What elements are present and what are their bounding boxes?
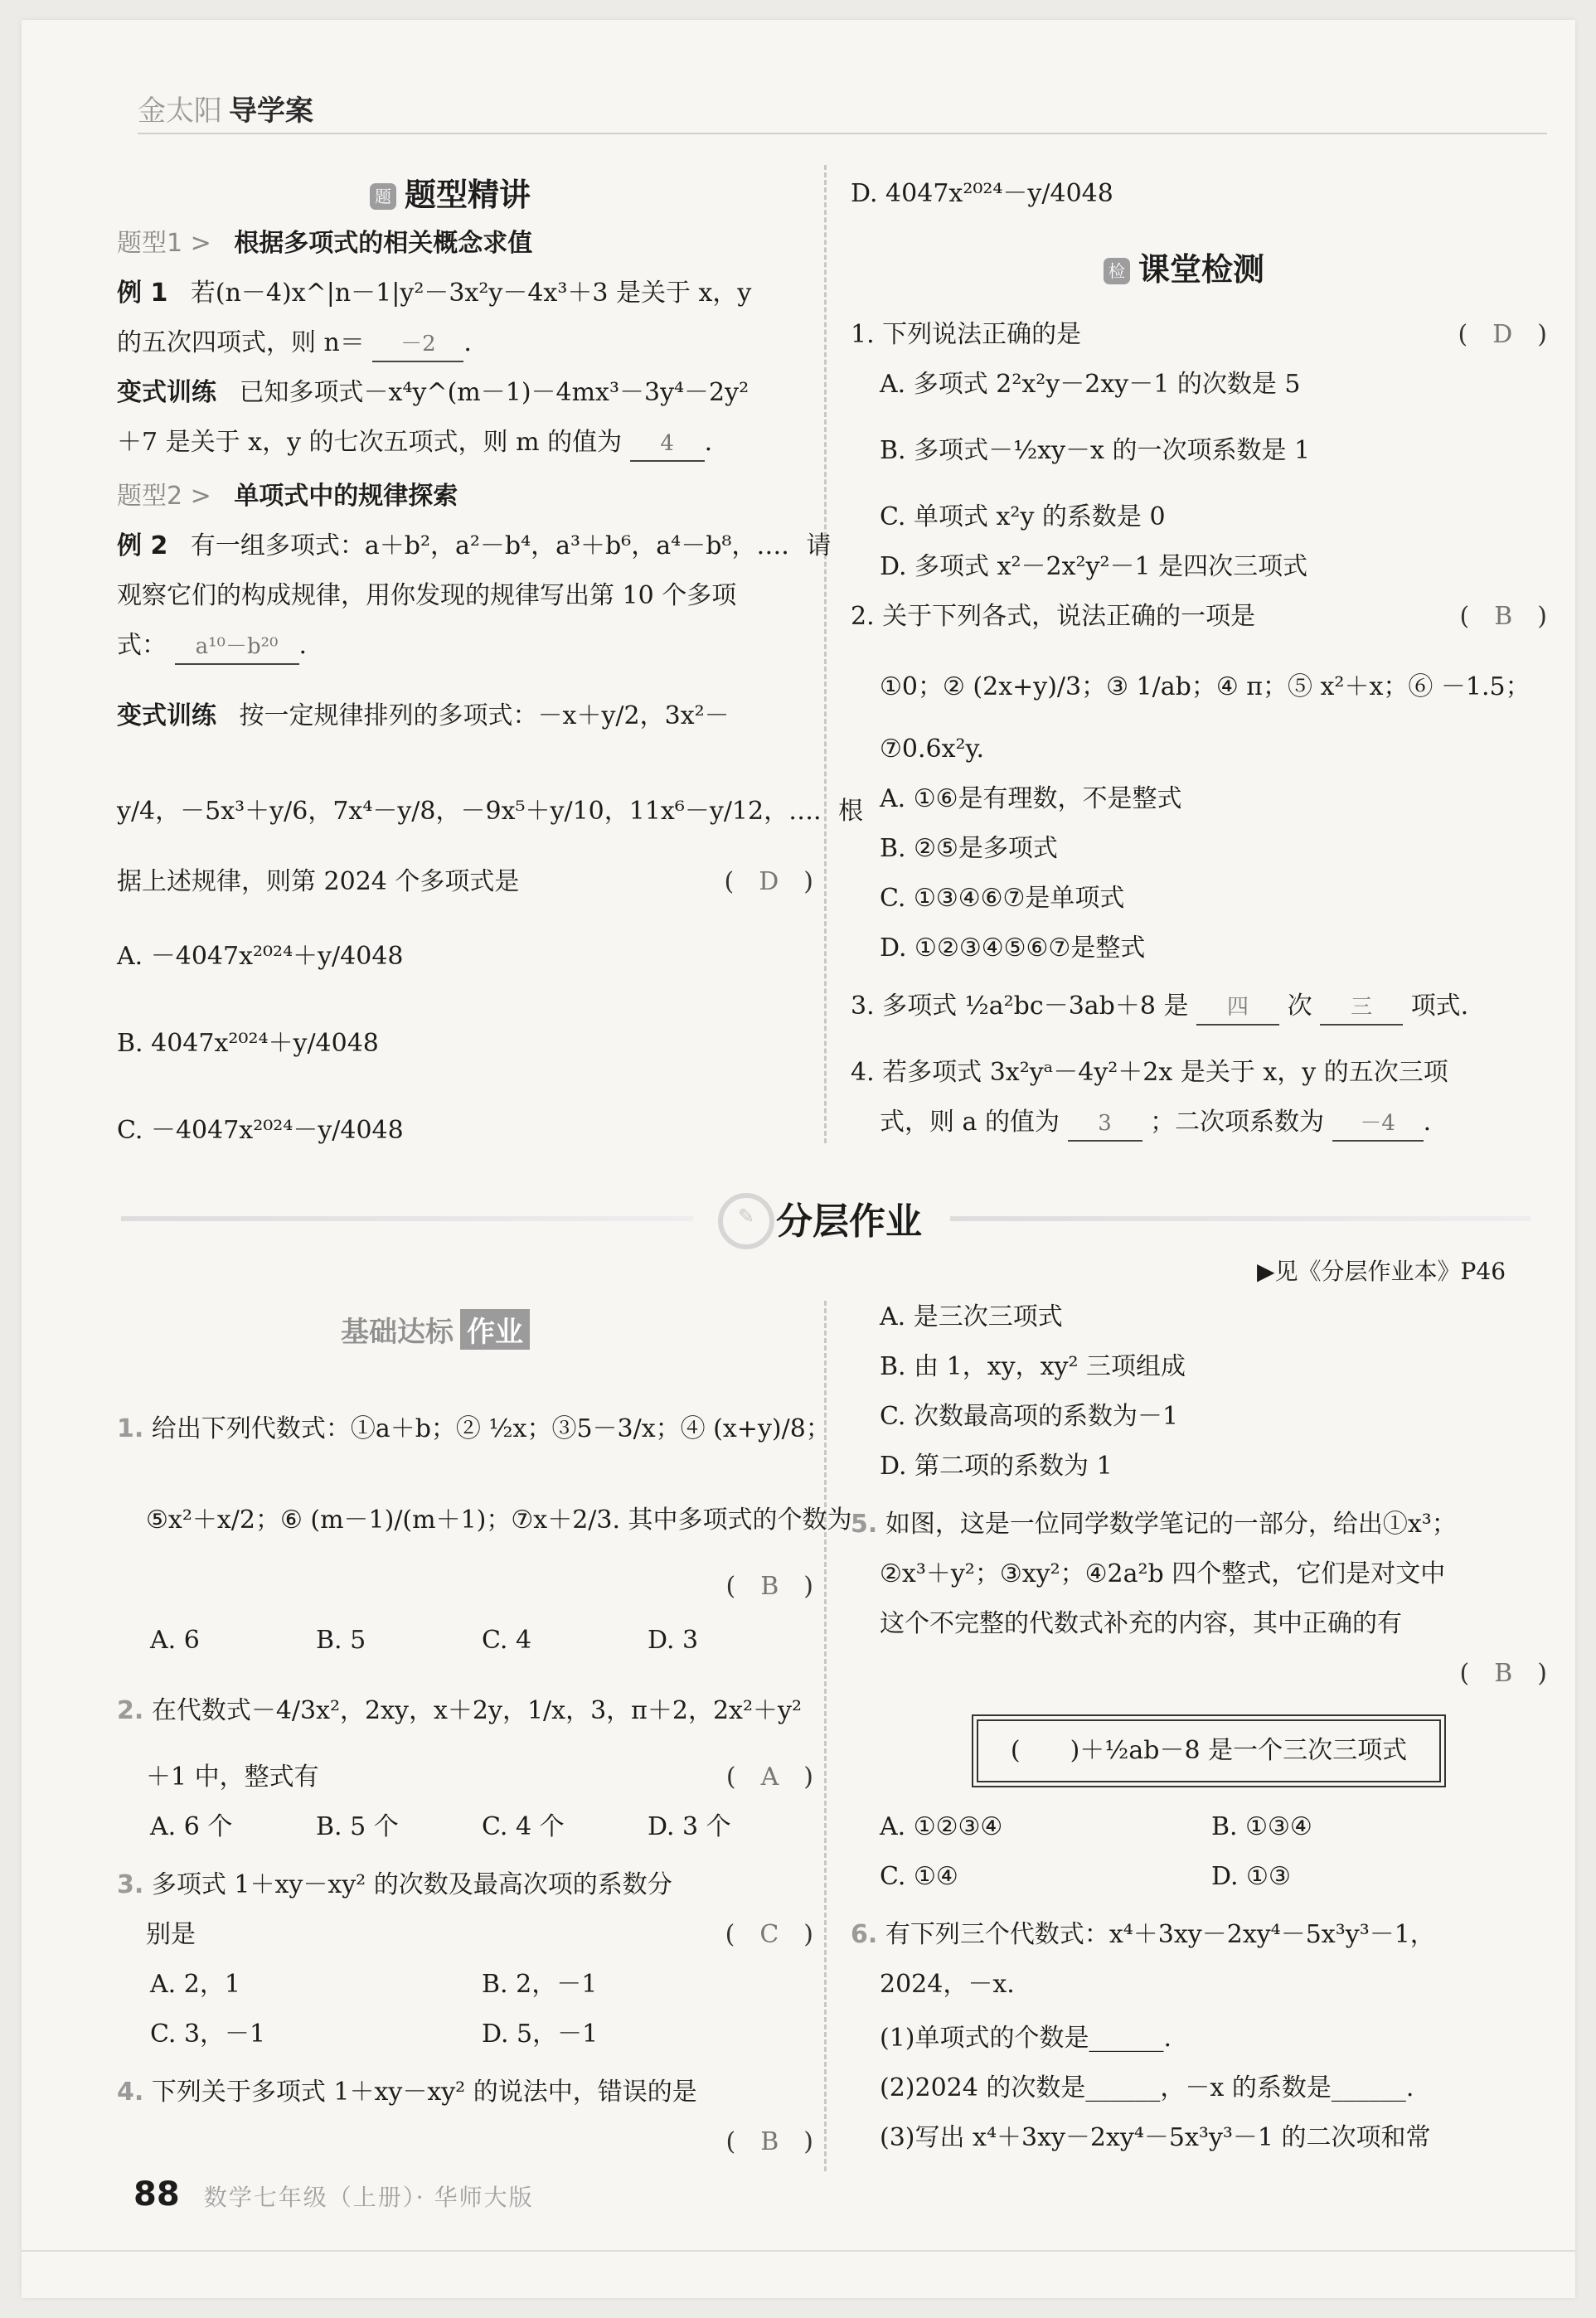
check-q3-answer2: 三 (1320, 991, 1403, 1026)
hw-q1-text2: ⑤x²＋x/2；⑥ (m－1)/(m＋1)；⑦x＋2/3. 其中多项式的个数为 (146, 1506, 852, 1535)
hw-q2-option-a: A. 6 个 (150, 1812, 233, 1841)
footer-rule (22, 2250, 1575, 2252)
hw-q5-num: 5. (851, 1510, 878, 1539)
check-q4-line2: 式，则 a 的值为 3 ；二次项系数为 －4 . (880, 1106, 1431, 1142)
example1-line1 (117, 277, 751, 310)
layered-homework-banner (121, 1185, 1531, 1251)
hw-q2-paren: ( A ) (725, 1763, 813, 1792)
hw-q1-option-c: C. 4 (482, 1626, 532, 1655)
hw-q5-answer: B (1494, 1659, 1513, 1688)
example2-answer: a¹⁰－b²⁰ (175, 630, 299, 665)
check-q2-answer: B (1494, 602, 1513, 631)
hw-q5-option-d: D. ①③ (1211, 1862, 1291, 1891)
check-q2-option-d: D. ①②③④⑤⑥⑦是整式 (880, 934, 1146, 963)
hw-q4-option-a: A. 是三次三项式 (880, 1302, 1063, 1331)
hw-q1-answer: B (760, 1572, 779, 1601)
check-q2-items2: ⑦0.6x²y. (880, 735, 985, 764)
hw-q2-line2 (146, 1761, 813, 1794)
check-q1-option-a: A. 多项式 2²x²y－2xy－1 的次数是 5 (880, 370, 1301, 399)
brand-logo (138, 88, 313, 129)
hw-q2-text1: 在代数式－4/3x²，2xy，x＋2y，1/x，3，π＋2，2x²＋y² (151, 1696, 802, 1725)
workbook-reference: ▶见《分层作业本》P46 (1257, 1258, 1506, 1285)
example2-text2: 观察它们的构成规律，用你发现的规律写出第 10 个多项 (117, 581, 737, 610)
hw-q2-text2: ＋1 中，整式有 (146, 1763, 319, 1792)
example1-text1: 若(n－4)x^|n－1|y²－3x²y－4x³＋3 是关于 x，y (190, 279, 752, 308)
check-q2-stem (851, 600, 1547, 633)
check-q3-mid: 次 (1287, 992, 1312, 1021)
variant1-answer: 4 (630, 427, 705, 462)
example2-label: 例 2 (117, 531, 168, 560)
page-footer (133, 2175, 534, 2214)
footer-book-title: 数学七年级（上册）· 华师大版 (203, 2184, 534, 2211)
example2-text3: 式： (117, 631, 167, 660)
hw-q5-text2: ②x³＋y²；③xy²；④2a²b 四个整式，它们是对文中 (880, 1559, 1446, 1588)
hw-q3-line2 (146, 1918, 813, 1952)
page-sheet (22, 20, 1575, 2298)
check-q4-answer2: －4 (1332, 1107, 1424, 1142)
type2-title: 单项式中的规律探索 (234, 482, 458, 511)
check-q2-option-a: A. ①⑥是有理数，不是整式 (880, 784, 1182, 813)
check-q2-paren: ( B ) (1459, 602, 1547, 631)
hw-q2-num: 2. (117, 1696, 144, 1725)
example1-answer: －2 (372, 327, 463, 362)
hw-q2-option-d: D. 3 个 (648, 1812, 731, 1841)
check-q3-answer1: 四 (1196, 991, 1279, 1026)
banner-rule-left (121, 1216, 693, 1221)
type2-tag: 题型2 > (117, 482, 211, 511)
variant2-answer: D (759, 867, 779, 896)
hw-q2-option-b: B. 5 个 (316, 1812, 399, 1841)
type1-title: 根据多项式的相关概念求值 (234, 229, 533, 258)
hw-q5-option-b: B. ①③④ (1211, 1812, 1312, 1841)
check-q4-line1: 4. 若多项式 3x²yᵃ－4y²＋2x 是关于 x，y 的五次三项 (851, 1058, 1448, 1087)
check-q1-text: 1. 下列说法正确的是 (851, 320, 1082, 349)
check-q3 (851, 990, 1468, 1026)
check-q2-items: ①0；② (2x+y)/3；③ 1/ab；④ π；⑤ x²＋x；⑥ －1.5； (880, 672, 1531, 701)
hw-q6-text1: 有下列三个代数式：x⁴＋3xy－2xy⁴－5x³y³－1， (885, 1920, 1435, 1949)
section-title-text-2: 课堂检测 (1138, 251, 1265, 288)
variant2-text2: y/4，－5x³＋y/6，7x⁴－y/8，－9x⁵＋y/10，11x⁶－y/12，…．根 (117, 797, 864, 826)
variant2-line2 (117, 795, 863, 828)
section-badge-icon: 题 (370, 183, 396, 210)
hw-q1-option-a: A. 6 (150, 1626, 200, 1655)
check-q1-paren: ( D ) (1458, 320, 1547, 349)
banner-rule-right (950, 1216, 1531, 1221)
hw-q3-text2: 别是 (146, 1920, 196, 1949)
column-divider-top (824, 165, 827, 1143)
variant2-label: 变式训练 (117, 701, 216, 730)
brand-light-text: 金太阳 (138, 95, 222, 128)
variant2-answer-paren: ( D ) (724, 867, 813, 896)
hw-q6-text2: 2024，－x. (880, 1970, 1015, 1999)
hw-q4-answer: B (760, 2127, 779, 2156)
check-q2-option-c: C. ①③④⑥⑦是单项式 (880, 884, 1125, 913)
hw-q4-option-b: B. 由 1，xy，xy² 三项组成 (880, 1352, 1186, 1381)
hw-q6-line1 (851, 1918, 1435, 1952)
hw-q3-option-c: C. 3，－1 (150, 2020, 266, 2049)
hw-q4-text1: 下列关于多项式 1＋xy－xy² 的说法中，错误的是 (151, 2078, 697, 2107)
basic-level-text: 基础达标 (341, 1316, 454, 1349)
type2-heading (117, 480, 458, 513)
variant2-text3: 据上述规律，则第 2024 个多项式是 (117, 867, 520, 896)
hw-q3-answer: C (759, 1920, 779, 1949)
check-q1-stem (851, 318, 1547, 352)
hw-q5-note-box: ( )＋½ab－8 是一个三次三项式 (977, 1719, 1441, 1782)
hw-q4-line1 (117, 2076, 697, 2109)
hw-q2-line1 (117, 1695, 802, 1728)
hw-q3-num: 3. (117, 1870, 144, 1899)
check-q1-option-b: B. 多项式－½xy－x 的一次项系数是 1 (880, 436, 1311, 465)
check-q4-text-b: ；二次项系数为 (1150, 1108, 1325, 1137)
page-header (138, 78, 1547, 136)
example2-text1: 有一组多项式：a＋b²，a²－b⁴，a³＋b⁶，a⁴－b⁸，…．请 (190, 531, 832, 560)
banner-title: 分层作业 (776, 1200, 922, 1243)
hw-q1-line1 (117, 1413, 831, 1446)
check-q4-text-a: 式，则 a 的值为 (880, 1108, 1060, 1137)
variant2-option-c: C. －4047x²⁰²⁴－y/4048 (117, 1116, 404, 1145)
example1-line2: 的五次四项式，则 n＝ －2 . (117, 327, 472, 362)
hw-q3-text1: 多项式 1＋xy－xy² 的次数及最高次项的系数分 (151, 1870, 672, 1899)
hw-q5-option-a: A. ①②③④ (880, 1812, 1003, 1841)
variant1-label: 变式训练 (117, 378, 216, 407)
hw-q6-sub1: (1)单项式的个数是______. (880, 2024, 1172, 2053)
hw-q6-num: 6. (851, 1920, 878, 1949)
hw-q1-text1: 给出下列代数式：①a＋b；② ½x；③5－3/x；④ (x+y)/8； (151, 1414, 831, 1443)
hw-q5-text1: 如图，这是一位同学数学笔记的一部分，给出①x³； (885, 1510, 1457, 1539)
section-title-text: 题型精讲 (405, 177, 531, 213)
hw-q4-paren: ( B ) (725, 2127, 813, 2156)
check-q1-option-d: D. 多项式 x²－2x²y²－1 是四次三项式 (880, 552, 1308, 581)
basic-level-box: 作业 (460, 1309, 530, 1350)
example1-label: 例 1 (117, 279, 168, 308)
hw-q4-option-d: D. 第二项的系数为 1 (880, 1452, 1113, 1481)
hw-q5-paren: ( B ) (1459, 1659, 1547, 1688)
hw-q1-option-d: D. 3 (648, 1626, 699, 1655)
check-q3-text: 3. 多项式 ½a²bc－3ab＋8 是 (851, 992, 1189, 1021)
check-q1-option-c: C. 单项式 x²y 的系数是 0 (880, 502, 1166, 531)
variant2-text1: 按一定规律排列的多项式：－x＋y/2，3x²－ (239, 701, 730, 730)
brand-bold-text: 导学案 (229, 95, 313, 128)
check-q1-answer: D (1492, 320, 1513, 349)
variant2-option-d: D. 4047x²⁰²⁴－y/4048 (851, 179, 1113, 208)
section-title-ketang (1104, 244, 1264, 289)
header-rule (138, 133, 1547, 134)
variant2-line1 (117, 700, 730, 733)
page-number: 88 (133, 2175, 180, 2214)
hw-q4-num: 4. (117, 2078, 144, 2107)
hw-q5-option-c: C. ①④ (880, 1862, 958, 1891)
basic-level-title (341, 1309, 530, 1350)
hw-q4-option-c: C. 次数最高项的系数为－1 (880, 1402, 1179, 1431)
check-q3-end: 项式. (1410, 992, 1469, 1021)
hw-q1-option-b: B. 5 (316, 1626, 366, 1655)
example2-line1 (117, 530, 831, 563)
example1-text2: 的五次四项式，则 n＝ (117, 328, 365, 357)
hw-q5-line1 (851, 1508, 1457, 1541)
variant1-line1 (117, 376, 749, 410)
example2-line3: 式： a¹⁰－b²⁰ . (117, 629, 307, 665)
section-title-tixing (370, 169, 531, 215)
example2-line2 (117, 580, 736, 613)
hw-q1-paren: ( B ) (725, 1572, 813, 1601)
variant1-text2: ＋7 是关于 x，y 的七次五项式，则 m 的值为 (117, 428, 623, 457)
type1-tag: 题型1 > (117, 229, 211, 258)
hw-q3-option-b: B. 2，－1 (482, 1970, 598, 1999)
hw-q6-sub3: (3)写出 x⁴＋3xy－2xy⁴－5x³y³－1 的二次项和常 (880, 2123, 1431, 2152)
variant2-option-b: B. 4047x²⁰²⁴＋y/4048 (117, 1029, 379, 1058)
variant2-line3 (117, 866, 813, 899)
check-q2-option-b: B. ②⑤是多项式 (880, 834, 1058, 863)
pen-icon: ✎ (718, 1193, 774, 1249)
section-badge-icon-2: 检 (1104, 258, 1130, 284)
hw-q3-line1 (117, 1869, 672, 1902)
hw-q2-option-c: C. 4 个 (482, 1812, 565, 1841)
hw-q6-sub2: (2)2024 的次数是______，－x 的系数是______. (880, 2073, 1414, 2102)
type1-heading (117, 227, 532, 260)
variant1-text1: 已知多项式－x⁴y^(m－1)－4mx³－3y⁴－2y² (239, 378, 749, 407)
hw-q1-num: 1. (117, 1414, 144, 1443)
hw-q3-paren: ( C ) (725, 1920, 813, 1949)
check-q4-answer1: 3 (1068, 1107, 1142, 1142)
hw-q3-option-d: D. 5，－1 (482, 2020, 599, 2049)
hw-q5-text3: 这个不完整的代数式补充的内容，其中正确的有 (880, 1609, 1402, 1638)
hw-q2-answer: A (760, 1763, 779, 1792)
variant2-option-a: A. －4047x²⁰²⁴＋y/4048 (117, 942, 404, 971)
variant1-line2: ＋7 是关于 x，y 的七次五项式，则 m 的值为 4 . (117, 426, 712, 462)
hw-q3-option-a: A. 2，1 (150, 1970, 240, 1999)
check-q2-text: 2. 关于下列各式，说法正确的一项是 (851, 602, 1256, 631)
